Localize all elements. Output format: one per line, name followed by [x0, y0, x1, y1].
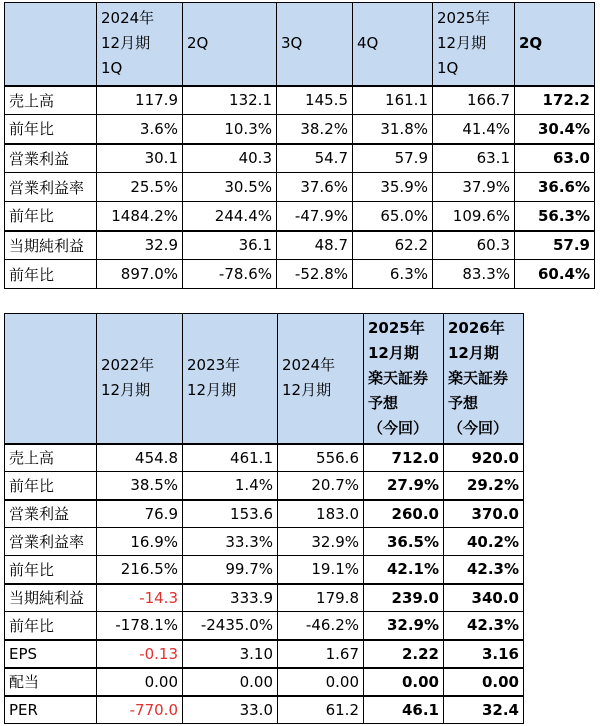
header-cell-2024-1q: 2024年 12月期 1Q [97, 3, 183, 86]
data-cell: 35.9% [353, 173, 433, 202]
data-cell: 29.2% [444, 472, 524, 500]
data-cell: 454.8 [97, 444, 183, 472]
table-row [5, 556, 524, 584]
data-cell: 48.7 [277, 231, 353, 260]
data-cell: 370.0 [444, 500, 524, 528]
table-row [5, 696, 524, 724]
header-cell-fy2023: 2023年 12月期 [183, 314, 278, 444]
data-cell: 30.4% [515, 115, 595, 144]
row-label: 前年比 [5, 202, 97, 231]
data-cell: -78.6% [183, 260, 277, 289]
quarterly-results-table [4, 2, 595, 289]
data-cell: 36.1 [183, 231, 277, 260]
data-cell: 3.6% [97, 115, 183, 144]
table-row [5, 444, 524, 472]
data-cell: -46.2% [278, 612, 364, 640]
data-cell: 61.2 [278, 696, 364, 724]
data-cell: 712.0 [364, 444, 444, 472]
data-cell: 33.0 [183, 696, 278, 724]
data-cell: 32.9 [97, 231, 183, 260]
table-row [5, 260, 595, 289]
data-cell: 0.00 [444, 668, 524, 696]
data-cell: 63.0 [515, 144, 595, 173]
data-cell: 216.5% [97, 556, 183, 584]
data-cell: 239.0 [364, 584, 444, 612]
data-cell: 41.4% [433, 115, 515, 144]
data-cell: 99.7% [183, 556, 278, 584]
data-cell: 2.22 [364, 640, 444, 668]
header-cell-2024-2q: 2Q [183, 3, 277, 86]
data-cell: 244.4% [183, 202, 277, 231]
data-cell: 25.5% [97, 173, 183, 202]
data-cell: 56.3% [515, 202, 595, 231]
data-cell: 0.00 [97, 668, 183, 696]
data-cell: 19.1% [278, 556, 364, 584]
data-cell: 109.6% [433, 202, 515, 231]
data-cell: 62.2 [353, 231, 433, 260]
table-row [5, 472, 524, 500]
data-cell: 40.2% [444, 528, 524, 556]
data-cell: 27.9% [364, 472, 444, 500]
data-cell: 556.6 [278, 444, 364, 472]
data-cell: -178.1% [97, 612, 183, 640]
header-cell-2025-2q: 2Q [515, 3, 595, 86]
data-cell: 33.3% [183, 528, 278, 556]
header-cell-2025-1q: 2025年 12月期 1Q [433, 3, 515, 86]
data-cell: 83.3% [433, 260, 515, 289]
row-label: 配当 [5, 668, 97, 696]
data-cell: 920.0 [444, 444, 524, 472]
annual-forecast-table [4, 313, 524, 724]
data-cell: 60.4% [515, 260, 595, 289]
data-cell: 60.3 [433, 231, 515, 260]
table-row [5, 584, 524, 612]
data-cell: 57.9 [353, 144, 433, 173]
table-row [5, 115, 595, 144]
data-cell: 1484.2% [97, 202, 183, 231]
data-cell: 42.3% [444, 556, 524, 584]
data-cell: -52.8% [277, 260, 353, 289]
data-cell: 36.5% [364, 528, 444, 556]
data-cell: 145.5 [277, 86, 353, 115]
data-cell: 340.0 [444, 584, 524, 612]
data-cell: 38.2% [277, 115, 353, 144]
row-label: 前年比 [5, 472, 97, 500]
row-label: PER [5, 696, 97, 724]
data-cell: 46.1 [364, 696, 444, 724]
data-cell: 153.6 [183, 500, 278, 528]
data-cell: 37.6% [277, 173, 353, 202]
row-label: 売上高 [5, 444, 97, 472]
data-cell: 16.9% [97, 528, 183, 556]
data-cell: 30.1 [97, 144, 183, 173]
data-cell: 132.1 [183, 86, 277, 115]
data-cell: 37.9% [433, 173, 515, 202]
header-cell-fy2022: 2022年 12月期 [97, 314, 183, 444]
header-row [5, 3, 595, 86]
row-label: 前年比 [5, 260, 97, 289]
row-label: 当期純利益 [5, 584, 97, 612]
data-cell: 63.1 [433, 144, 515, 173]
data-cell: 0.00 [278, 668, 364, 696]
data-cell: 40.3 [183, 144, 277, 173]
header-cell-corner [5, 314, 97, 444]
table-row [5, 173, 595, 202]
data-cell: 65.0% [353, 202, 433, 231]
header-cell-2024-3q: 3Q [277, 3, 353, 86]
data-cell: -2435.0% [183, 612, 278, 640]
data-cell: 0.00 [364, 668, 444, 696]
row-label: 当期純利益 [5, 231, 97, 260]
row-label: 営業利益率 [5, 173, 97, 202]
data-cell: 3.16 [444, 640, 524, 668]
row-label: 前年比 [5, 612, 97, 640]
data-cell: 76.9 [97, 500, 183, 528]
row-label: 営業利益 [5, 144, 97, 173]
data-cell: 36.6% [515, 173, 595, 202]
data-cell: 166.7 [433, 86, 515, 115]
table-row [5, 668, 524, 696]
data-cell: 0.00 [183, 668, 278, 696]
data-cell: 1.4% [183, 472, 278, 500]
header-cell-fy2025-forecast: 2025年 12月期 楽天証券 予想 （今回） [364, 314, 444, 444]
row-label: 営業利益 [5, 500, 97, 528]
data-cell: 54.7 [277, 144, 353, 173]
data-cell: 32.9% [364, 612, 444, 640]
table-row [5, 86, 595, 115]
table-row [5, 202, 595, 231]
data-cell: 6.3% [353, 260, 433, 289]
data-cell: 172.2 [515, 86, 595, 115]
row-label: 営業利益率 [5, 528, 97, 556]
table-row [5, 612, 524, 640]
row-label: EPS [5, 640, 97, 668]
data-cell: -47.9% [277, 202, 353, 231]
row-label: 前年比 [5, 556, 97, 584]
table-row [5, 231, 595, 260]
header-cell-corner [5, 3, 97, 86]
data-cell: 897.0% [97, 260, 183, 289]
data-cell: 161.1 [353, 86, 433, 115]
data-cell: 42.3% [444, 612, 524, 640]
data-cell: 461.1 [183, 444, 278, 472]
data-cell: 183.0 [278, 500, 364, 528]
data-cell: 117.9 [97, 86, 183, 115]
data-cell: 42.1% [364, 556, 444, 584]
data-cell: -770.0 [97, 696, 183, 724]
data-cell: 31.8% [353, 115, 433, 144]
header-row [5, 314, 524, 444]
data-cell: 179.8 [278, 584, 364, 612]
header-cell-fy2024: 2024年 12月期 [278, 314, 364, 444]
data-cell: 260.0 [364, 500, 444, 528]
header-cell-2024-4q: 4Q [353, 3, 433, 86]
data-cell: 32.9% [278, 528, 364, 556]
row-label: 前年比 [5, 115, 97, 144]
table-row [5, 144, 595, 173]
data-cell: 57.9 [515, 231, 595, 260]
header-cell-fy2026-forecast: 2026年 12月期 楽天証券 予想 （今回） [444, 314, 524, 444]
data-cell: 333.9 [183, 584, 278, 612]
data-cell: 1.67 [278, 640, 364, 668]
data-cell: 30.5% [183, 173, 277, 202]
data-cell: -14.3 [97, 584, 183, 612]
data-cell: 32.4 [444, 696, 524, 724]
data-cell: 10.3% [183, 115, 277, 144]
table-row [5, 528, 524, 556]
table-row [5, 640, 524, 668]
table-row [5, 500, 524, 528]
data-cell: 20.7% [278, 472, 364, 500]
data-cell: 3.10 [183, 640, 278, 668]
row-label: 売上高 [5, 86, 97, 115]
data-cell: 38.5% [97, 472, 183, 500]
data-cell: -0.13 [97, 640, 183, 668]
